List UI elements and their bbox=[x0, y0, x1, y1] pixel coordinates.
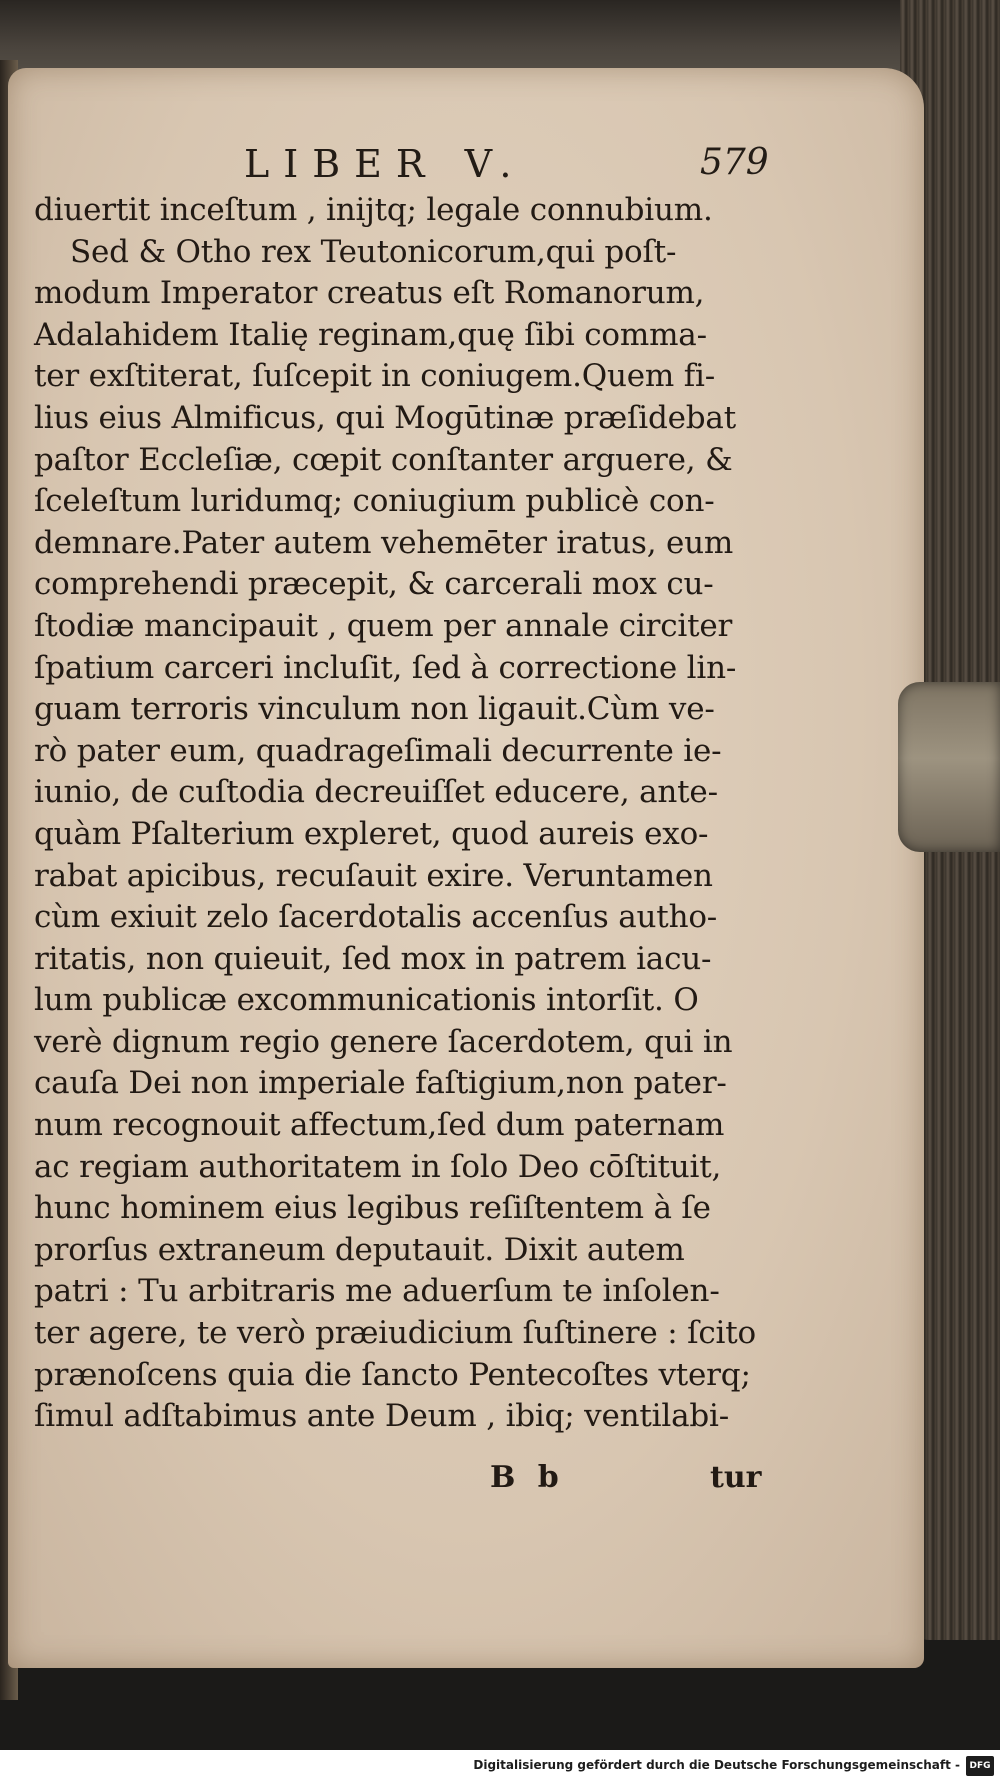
catchword: tur bbox=[710, 1460, 762, 1495]
page-footer bbox=[30, 1460, 790, 1510]
text-line: ſtodiæ mancipauit , quem per annale circiter bbox=[34, 607, 733, 644]
text-line: demnare.Pater autem vehemēter iratus, eum bbox=[34, 524, 734, 561]
text-line: prorſus extraneum deputauit. Dixit autem bbox=[34, 1231, 685, 1268]
text-line: rabat apicibus, recuſauit exire. Veruntamen bbox=[34, 857, 713, 894]
text-line: ritatis, non quieuit, ſed mox in patrem iacu- bbox=[34, 940, 712, 977]
text-line: ter agere, te verò præiudicium ſuſtinere : ſcito bbox=[34, 1315, 756, 1352]
text-line: Sed & Otho rex Teutonicorum,qui poſt- bbox=[70, 233, 677, 270]
text-line: hunc hominem eius legibus reſiſtentem à ſe bbox=[34, 1190, 711, 1227]
text-line: Adalahidem Italię reginam,quę ſibi comma- bbox=[34, 316, 707, 353]
credit-text: Digitalisierung gefördert durch die Deutsche Forschungsgemeinschaft - bbox=[473, 1758, 960, 1772]
text-line: patri : Tu arbitraris me aduerſum te inſolen- bbox=[34, 1273, 720, 1310]
text-line: ter exſtiterat, ſuſcepit in coniugem.Quem fi- bbox=[34, 358, 715, 395]
text-line: diuertit inceſtum , inijtq; legale connubium. bbox=[34, 192, 713, 228]
text-line: rò pater eum, quadrageſimali decurrente ie- bbox=[34, 732, 722, 769]
book-clasp bbox=[898, 682, 1000, 852]
text-line: guam terroris vinculum non ligauit.Cùm ve- bbox=[34, 691, 715, 728]
text-line: ſpatium carceri incluſit, ſed à correctione lin- bbox=[34, 649, 737, 686]
text-line: comprehendi præcepit, & carcerali mox cu- bbox=[34, 566, 714, 603]
text-line: ſceleſtum luridumq; coniugium publicè con- bbox=[34, 483, 715, 520]
digitization-credit-bar bbox=[0, 1750, 1000, 1785]
dfg-logo-icon: DFG bbox=[966, 1756, 994, 1776]
text-line: lius eius Almificus, qui Mogūtinæ præſidebat bbox=[34, 399, 736, 436]
text-line: cùm exiuit zelo ſacerdotalis accenſus autho- bbox=[34, 899, 718, 936]
text-line: paſtor Eccleſiæ, cœpit conſtanter arguere, & bbox=[34, 441, 733, 478]
signature-mark: B b bbox=[490, 1460, 565, 1495]
text-line: iunio, de cuſtodia decreuiſſet educere, ante- bbox=[34, 774, 718, 811]
page-number: 579 bbox=[700, 142, 769, 183]
text-line: modum Imperator creatus eſt Romanorum, bbox=[34, 275, 705, 312]
page-header bbox=[30, 142, 770, 190]
text-line: cauſa Dei non imperiale faſtigium,non pater- bbox=[34, 1065, 727, 1102]
text-line: num recognouit affectum,ſed dum paternam bbox=[34, 1107, 725, 1144]
text-line: quàm Pſalterium expleret, quod aureis exo- bbox=[34, 815, 709, 852]
text-line: ſimul adſtabimus ante Deum , ibiq; ventilabi- bbox=[34, 1398, 730, 1435]
page-body-text bbox=[34, 190, 794, 1438]
text-line: prænoſcens quia die ſancto Pentecoſtes vterq; bbox=[34, 1356, 751, 1393]
text-line: lum publicæ excommunicationis intorſit. O bbox=[34, 982, 699, 1019]
running-title: LIBER V. bbox=[244, 142, 526, 186]
text-line: ac regiam authoritatem in ſolo Deo cōſtituit, bbox=[34, 1148, 722, 1185]
text-line: verè dignum regio genere ſacerdotem, qui in bbox=[34, 1023, 733, 1060]
